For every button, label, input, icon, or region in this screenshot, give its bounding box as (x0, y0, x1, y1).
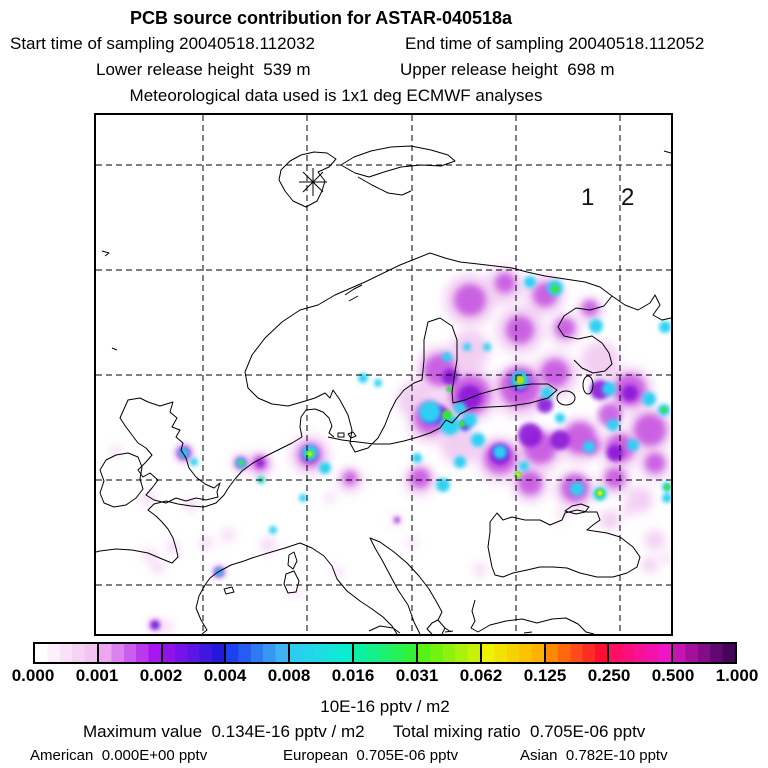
coastline-italy-east-balkans (370, 538, 445, 634)
region-label-1: 1 (581, 184, 595, 211)
colorbar-segment (288, 644, 352, 662)
lower-release-height-text: Lower release height 539 m (96, 60, 311, 79)
colorbar-segment (671, 644, 735, 662)
colorbar-tick-labels (11, 666, 759, 686)
colorbar-segment (35, 644, 97, 662)
coastline-sardinia (284, 571, 299, 593)
colorbar-tick-label: 0.000 (11, 666, 55, 685)
coastlines (96, 146, 671, 634)
colorbar-unit-label: 10E-16 pptv / m2 (320, 697, 450, 716)
colorbar-segment (544, 644, 608, 662)
europe-dispersion-map (96, 115, 671, 634)
sampling-end-text: End time of sampling 20040518.112052 (405, 34, 705, 53)
coastline-svalbard-east (341, 146, 455, 177)
colorbar-segment (224, 644, 288, 662)
coastline-great-britain (120, 398, 220, 503)
colorbar-segment (480, 644, 544, 662)
maximum-value-text: Maximum value 0.134E-16 pptv / m2 (83, 722, 365, 741)
total-mixing-ratio-text: Total mixing ratio 0.705E-06 pptv (393, 722, 646, 741)
upper-release-height-text: Upper release height 698 m (400, 60, 615, 79)
colorbar-gradient (33, 642, 737, 664)
colorbar-tick-label: 0.062 (459, 666, 503, 685)
coastline-corsica (288, 552, 297, 569)
asian-contribution-text: Asian 0.782E-10 pptv (520, 747, 668, 764)
coastline-spain-east (196, 572, 218, 634)
colorbar-tick-label: 0.002 (139, 666, 183, 685)
coastline-kanin (612, 295, 671, 320)
colorbar-tick-label: 0.125 (523, 666, 567, 685)
colorbar-tick-label: 1.000 (715, 666, 759, 685)
colorbar-tick-label: 0.001 (75, 666, 119, 685)
sampling-start-text: Start time of sampling 20040518.112032 (10, 34, 315, 53)
coastline-greece (427, 600, 478, 634)
colorbar-tick-label: 0.004 (203, 666, 247, 685)
colorbar-tick-label: 0.016 (331, 666, 375, 685)
plume-layer-orange (518, 378, 522, 382)
colorbar-segment (607, 644, 671, 662)
colorbar-segment (352, 644, 416, 662)
colorbar-segment (416, 644, 480, 662)
american-contribution-text: American 0.000E+00 pptv (30, 747, 208, 764)
colorbar-tick-label: 0.250 (587, 666, 631, 685)
colorbar-tick-label: 0.008 (267, 666, 311, 685)
release-location-marker (299, 168, 327, 196)
colorbar-tick-label: 0.500 (651, 666, 695, 685)
coastline-balearics (224, 587, 234, 594)
colorbar-segment (161, 644, 225, 662)
coastline-anatolia-south (478, 618, 594, 634)
european-contribution-text: European 0.705E-06 pptv (283, 747, 459, 764)
page-title: PCB source contribution for ASTAR-040518a (129, 8, 513, 28)
map-panel (94, 113, 673, 636)
colorbar-tick-label: 0.031 (395, 666, 439, 685)
region-label-2: 2 (621, 184, 635, 211)
colorbar-segment (97, 644, 161, 662)
coastline-small-islands (102, 151, 671, 633)
meteo-note-text: Meteorological data used is 1x1 deg ECMWF analyses (129, 86, 543, 105)
coastline-svalbard-tail (358, 177, 411, 195)
